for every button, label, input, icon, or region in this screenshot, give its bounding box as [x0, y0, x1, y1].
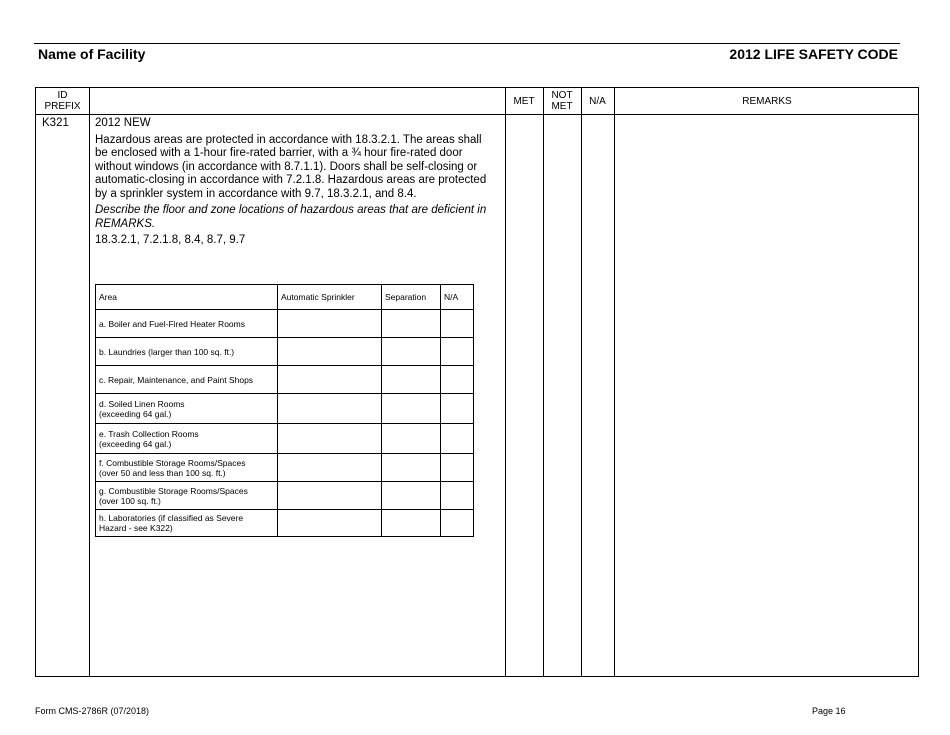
separation-checkbox-cell[interactable] — [382, 394, 441, 424]
item-instruction: Describe the floor and zone locations of hazardous areas that are deficient in REMARKS. — [95, 204, 487, 230]
area-cell: e. Trash Collection Rooms (exceeding 64 gal.) — [96, 424, 278, 454]
table-row — [96, 338, 474, 366]
sprinkler-checkbox-cell[interactable] — [278, 338, 382, 366]
na-checkbox-cell[interactable] — [441, 338, 474, 366]
na-checkbox-cell[interactable] — [441, 394, 474, 424]
area-cell: c. Repair, Maintenance, and Paint Shops — [96, 366, 278, 394]
table-row — [96, 310, 474, 338]
na-checkbox-cell[interactable] — [441, 310, 474, 338]
separation-checkbox-cell[interactable] — [382, 482, 441, 510]
code-title: 2012 LIFE SAFETY CODE — [729, 46, 898, 62]
form-id: Form CMS-2786R (07/2018) — [35, 706, 150, 716]
header-automatic-sprinkler: Automatic Sprinkler — [278, 285, 382, 310]
sprinkler-checkbox-cell[interactable] — [278, 394, 382, 424]
separation-checkbox-cell[interactable] — [382, 454, 441, 482]
hazard-area-table — [95, 284, 474, 537]
sprinkler-checkbox-cell[interactable] — [278, 482, 382, 510]
col-header-not-met: NOT MET — [551, 90, 573, 112]
header-rule — [34, 43, 900, 44]
na-checkbox-cell[interactable] — [441, 424, 474, 454]
table-row — [96, 366, 474, 394]
separation-checkbox-cell[interactable] — [382, 338, 441, 366]
sprinkler-checkbox-cell[interactable] — [278, 424, 382, 454]
area-cell: a. Boiler and Fuel-Fired Heater Rooms — [96, 310, 278, 338]
table-header-row — [96, 285, 474, 310]
col-divider-met — [505, 88, 506, 676]
area-cell: h. Laboratories (if classified as Severe Hazard - see K322) — [96, 510, 278, 537]
col-divider-remarks — [614, 88, 615, 676]
sprinkler-checkbox-cell[interactable] — [278, 310, 382, 338]
area-cell: b. Laundries (larger than 100 sq. ft.) — [96, 338, 278, 366]
na-checkbox-cell[interactable] — [441, 510, 474, 537]
sprinkler-checkbox-cell[interactable] — [278, 510, 382, 537]
na-checkbox-cell[interactable] — [441, 366, 474, 394]
table-row — [96, 510, 474, 537]
separation-checkbox-cell[interactable] — [382, 366, 441, 394]
col-divider-id — [89, 88, 90, 676]
col-divider-na — [581, 88, 582, 676]
col-header-met: MET — [513, 95, 535, 107]
area-cell: d. Soiled Linen Rooms (exceeding 64 gal.) — [96, 394, 278, 424]
col-header-remarks: REMARKS — [742, 95, 792, 107]
col-header-id-prefix: ID PREFIX — [44, 90, 81, 112]
na-checkbox-cell[interactable] — [441, 482, 474, 510]
area-cell: g. Combustible Storage Rooms/Spaces (over 100 sq. ft.) — [96, 482, 278, 510]
separation-checkbox-cell[interactable] — [382, 424, 441, 454]
na-checkbox-cell[interactable] — [441, 454, 474, 482]
table-row — [96, 424, 474, 454]
area-cell: f. Combustible Storage Rooms/Spaces (over 50 and less than 100 sq. ft.) — [96, 454, 278, 482]
separation-checkbox-cell[interactable] — [382, 310, 441, 338]
page-number: Page 16 — [812, 706, 846, 716]
table-row — [96, 394, 474, 424]
sprinkler-checkbox-cell[interactable] — [278, 454, 382, 482]
item-heading: 2012 NEW — [95, 117, 151, 129]
item-body: Hazardous areas are protected in accordance with 18.3.2.1. The areas shall be enclosed with a 1-hour fire-rated barrier, with a ¾ hour fire-rated door without windows (in accordance with 8.7.1.1). Doors shall be self-closing or automatic-closing in accordance with 7.2.1.8. Hazardous areas are protected by a sprinkler system in accordance with 9.7, 18.3.2.1, and 8.4. — [95, 133, 487, 200]
sprinkler-checkbox-cell[interactable] — [278, 366, 382, 394]
header-area: Area — [96, 285, 278, 310]
table-row — [96, 482, 474, 510]
header-row-divider — [36, 114, 918, 115]
item-description — [95, 117, 495, 251]
item-references: 18.3.2.1, 7.2.1.8, 8.4, 8.7, 9.7 — [95, 234, 246, 246]
separation-checkbox-cell[interactable] — [382, 510, 441, 537]
table-row — [96, 454, 474, 482]
header-na: N/A — [441, 285, 474, 310]
item-id: K321 — [42, 117, 69, 129]
col-divider-not-met — [543, 88, 544, 676]
col-header-na: N/A — [589, 95, 606, 107]
header-separation: Separation — [382, 285, 441, 310]
facility-name-label: Name of Facility — [38, 46, 146, 62]
